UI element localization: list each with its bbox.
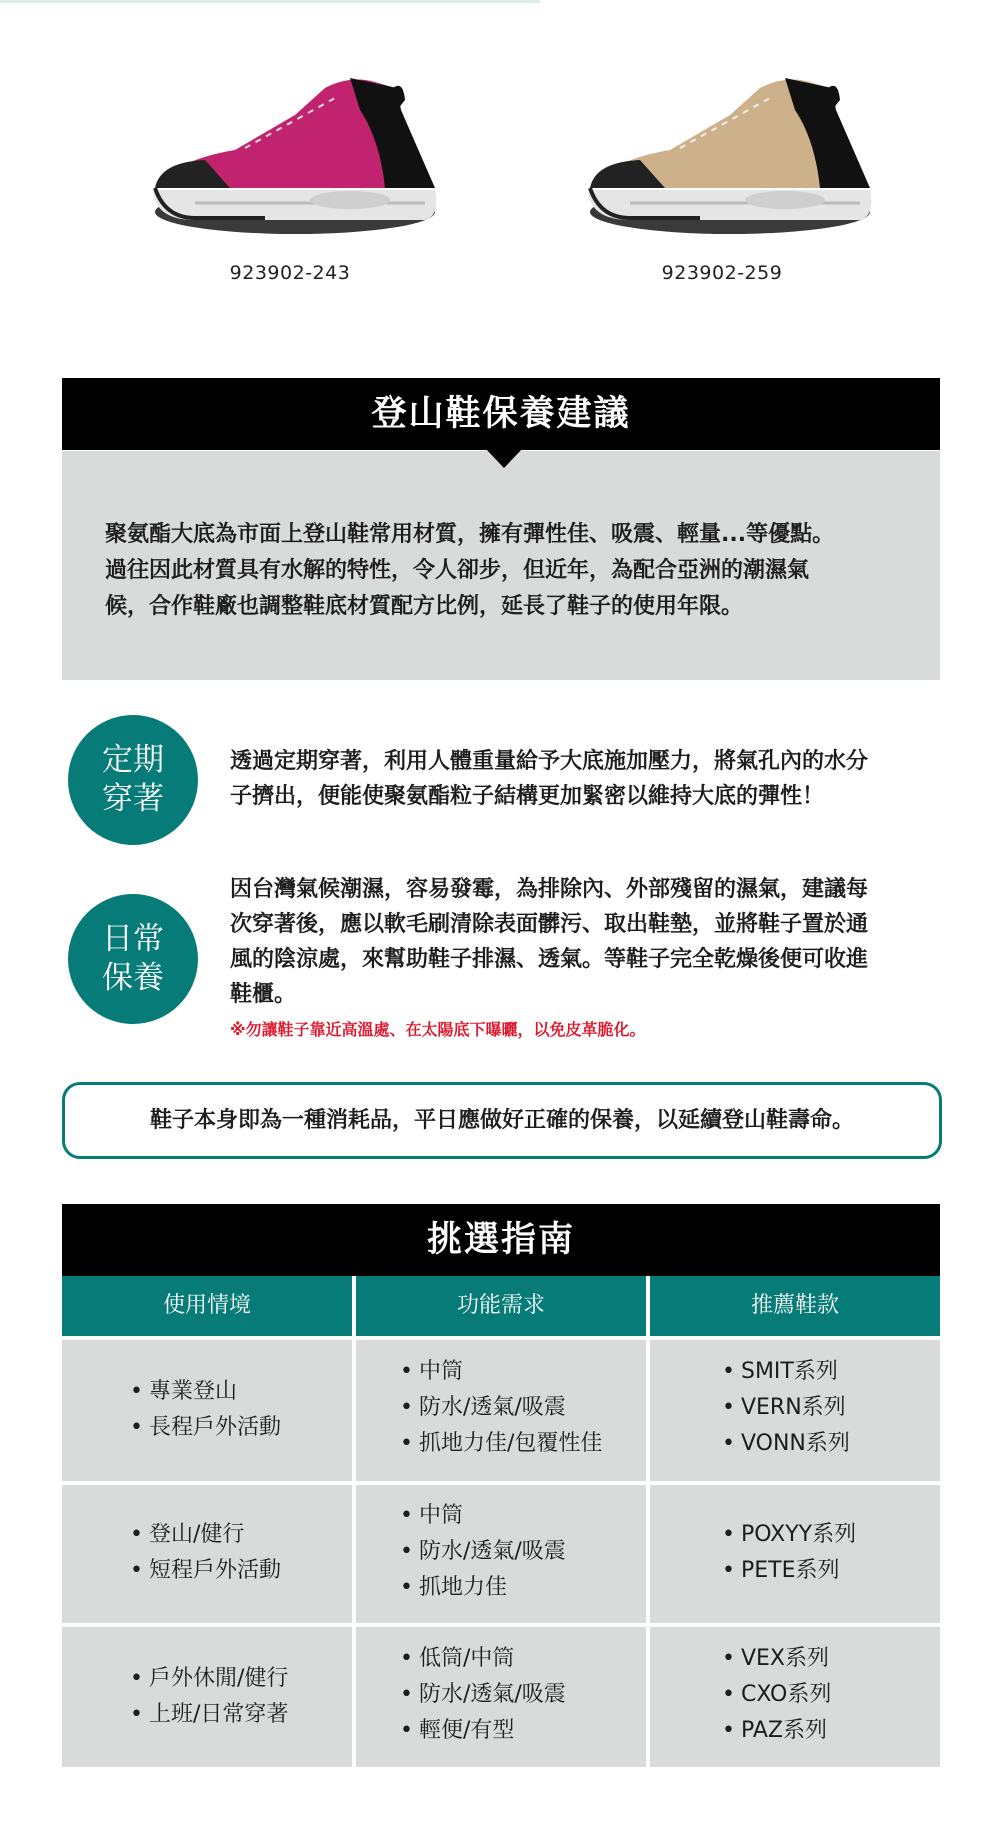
badge-daily-care: 日常保養 <box>68 894 198 1024</box>
list-item: • SMIT系列 <box>722 1354 850 1390</box>
list-item: • 防水/透氣/吸震 <box>400 1677 566 1713</box>
shoe-image-pink <box>135 70 445 250</box>
table-cell <box>650 1485 940 1623</box>
table-cell <box>356 1627 646 1767</box>
list-item: • 防水/透氣/吸震 <box>400 1534 566 1570</box>
list-item: • PAZ系列 <box>722 1713 831 1749</box>
list-item: • 中筒 <box>400 1354 602 1390</box>
product-code: 923902-259 <box>661 262 783 284</box>
tip-daily-care <box>230 872 942 1012</box>
header-usage: 使用情境 <box>62 1276 352 1336</box>
list-item: • 上班/日常穿著 <box>130 1697 288 1733</box>
header-function: 功能需求 <box>356 1276 646 1336</box>
table-cell <box>356 1485 646 1623</box>
list-item: • VEX系列 <box>722 1641 831 1677</box>
list-item: • 抓地力佳/包覆性佳 <box>400 1426 602 1462</box>
care-summary-box: 鞋子本身即為一種消耗品，平日應做好正確的保養，以延續登山鞋壽命。 <box>62 1082 942 1159</box>
intro-text <box>105 517 905 625</box>
tip-regular-wear <box>230 744 942 814</box>
badge-regular-wear: 定期穿著 <box>68 715 198 845</box>
list-item: • POXYY系列 <box>722 1517 856 1553</box>
intro-line: 過往因此材質具有水解的特性，令人卻步，但近年，為配合亞洲的潮濕氣 <box>105 558 810 583</box>
table-cell <box>650 1340 940 1481</box>
table-cell <box>62 1340 352 1481</box>
list-item: • 長程戶外活動 <box>130 1410 281 1446</box>
title-pointer <box>485 448 523 468</box>
product-code: 923902-243 <box>229 262 351 284</box>
tip-line: 風的陰涼處，來幫助鞋子排濕、透氣。等鞋子完全乾燥後便可收進 <box>230 947 869 972</box>
list-item: • 防水/透氣/吸震 <box>400 1390 602 1426</box>
list-item: • PETE系列 <box>722 1553 856 1589</box>
intro-line: 候，合作鞋廠也調整鞋底材質配方比例，延長了鞋子的使用年限。 <box>105 594 744 619</box>
list-item: • 中筒 <box>400 1498 566 1534</box>
list-item: • 抓地力佳 <box>400 1570 566 1606</box>
tip-line: 子擠出，便能使聚氨酯粒子結構更加緊密以維持大底的彈性！ <box>230 784 825 809</box>
warning-note: ※勿讓鞋子靠近高溫處、在太陽底下曝曬，以免皮革脆化。 <box>230 1020 646 1039</box>
care-title: 登山鞋保養建議 <box>62 378 940 450</box>
list-item: • 專業登山 <box>130 1374 281 1410</box>
tip-line: 次穿著後，應以軟毛刷清除表面髒污、取出鞋墊，並將鞋子置於通 <box>230 912 869 937</box>
list-item: • VONN系列 <box>722 1426 850 1462</box>
header-recommended: 推薦鞋款 <box>650 1276 940 1336</box>
list-item: • 短程戶外活動 <box>130 1553 281 1589</box>
tip-line: 透過定期穿著，利用人體重量給予大底施加壓力，將氣孔內的水分 <box>230 749 869 774</box>
list-item: • CXO系列 <box>722 1677 831 1713</box>
shoe-image-tan <box>570 70 880 250</box>
guide-title: 挑選指南 <box>62 1204 940 1276</box>
table-cell <box>62 1485 352 1623</box>
list-item: • VERN系列 <box>722 1390 850 1426</box>
table-cell <box>62 1627 352 1767</box>
list-item: • 輕便/有型 <box>400 1713 566 1749</box>
intro-line: 聚氨酯大底為市面上登山鞋常用材質，擁有彈性佳、吸震、輕量...等優點。 <box>105 522 835 547</box>
list-item: • 戶外休閒/健行 <box>130 1661 288 1697</box>
tip-line: 因台灣氣候潮濕，容易發霉，為排除內、外部殘留的濕氣，建議每 <box>230 877 869 902</box>
top-divider <box>0 0 540 3</box>
table-cell <box>356 1340 646 1481</box>
list-item: • 低筒/中筒 <box>400 1641 566 1677</box>
tip-line: 鞋櫃。 <box>230 982 297 1007</box>
list-item: • 登山/健行 <box>130 1517 281 1553</box>
table-cell <box>650 1627 940 1767</box>
